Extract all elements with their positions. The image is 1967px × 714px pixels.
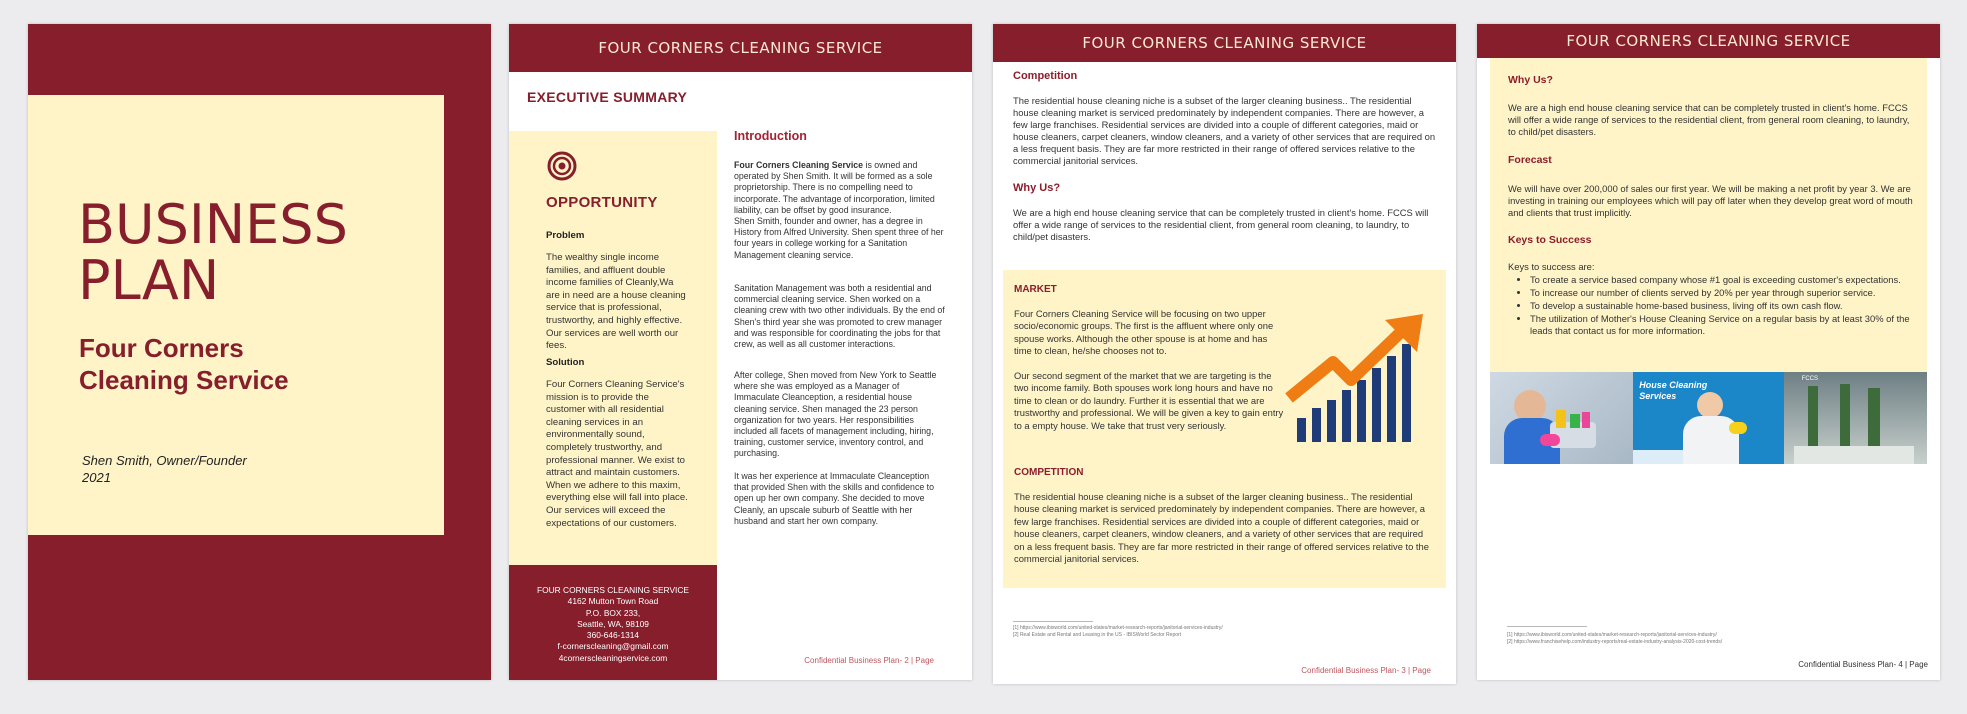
opportunity-title: OPPORTUNITY xyxy=(546,194,658,211)
page3-whyus-heading: Why Us? xyxy=(1013,182,1061,194)
problem-heading: Problem xyxy=(546,230,585,241)
page4-footer: Confidential Business Plan- 4 | Page xyxy=(1798,660,1928,669)
cover-page xyxy=(28,24,491,680)
page2-footer: Confidential Business Plan- 2 | Page xyxy=(804,656,934,665)
cover-year: 2021 xyxy=(82,470,111,485)
contact-city: Seattle, WA, 98109 xyxy=(577,618,649,629)
cover-title-line2: PLAN xyxy=(78,249,220,312)
contact-name: FOUR CORNERS CLEANING SERVICE xyxy=(536,585,690,595)
contact-po-box: P.O. BOX 233, xyxy=(585,607,641,618)
target-icon xyxy=(547,151,577,181)
key-item: • To create a service based company whose #1 goal is exceeding customer's expectations. xyxy=(1530,274,1914,286)
introduction-heading: Introduction xyxy=(734,129,807,143)
intro-paragraph-1 xyxy=(734,160,946,216)
page4-panel xyxy=(1490,58,1927,396)
photo-sign: FCCS xyxy=(1801,376,1819,382)
cover-company-line2: Cleaning Service xyxy=(79,365,289,395)
market-page xyxy=(993,24,1456,684)
page3-footnote-1: [1] https://www.ibisworld.com/united-states/market-research-reports/janitorial-services-industry/ xyxy=(1013,625,1223,631)
page4-footnote-2: [2] https://www.franchisehelp.com/industry-reports/real-estate-industry-analysis-2020-cost-trends/ xyxy=(1507,639,1723,645)
cleaning-photo-3 xyxy=(1784,372,1927,464)
intro-company-name: Four Corners Cleaning Service xyxy=(734,160,864,170)
page4-footnote-divider xyxy=(1507,626,1587,627)
photo-strip xyxy=(1490,372,1927,464)
page4-footnote-1: [1] https://www.ibisworld.com/united-states/market-research-reports/janitorial-services-industry/ xyxy=(1507,632,1717,638)
market-competition-heading: COMPETITION xyxy=(1014,467,1084,478)
page3-footnote-divider xyxy=(1013,621,1093,622)
solution-heading: Solution xyxy=(546,357,585,368)
intro-paragraph-3: Sanitation Management was both a residential and commercial cleaning service. Shen worked on a cleaning crew with two other individuals. By the end of Shen's third year she was promoted to crew manager and was responsible for coordinating the jobs for that crew, as well as all customer interactions. xyxy=(734,283,945,350)
page4-whyus-heading: Why Us? xyxy=(1508,74,1553,86)
contact-phone: 360-646-1314 xyxy=(586,630,640,641)
opportunity-panel xyxy=(509,131,717,565)
problem-text: The wealthy single income families, and affluent double income families of Cleanly,Wa are in need are a house cleaning service that is professional, trustworthy, and highly effective. Our services are well worth our fees. xyxy=(546,252,686,352)
competition-text: The residential house cleaning niche is a subset of the larger cleaning business.. The residential house cleaning market is serviced predominately by independent companies. There are however, a few large franchises. Residential services are divided into a couple of different categories, maid or house cleaners, carpet cleaners, window cleaners, and a variety of other services that are required on a less frequent basis. They are far more restricted in their range of offered services relative to the commercial janitorial services. xyxy=(1013,95,1436,166)
forecast-heading: Forecast xyxy=(1508,154,1552,166)
market-heading: MARKET xyxy=(1014,284,1057,295)
contact-block xyxy=(509,565,717,680)
cleaning-photo-1 xyxy=(1490,372,1633,464)
page4-whyus-text: We are a high end house cleaning service that can be completely trusted in client's home. FCCS will offer a wide range of services to the residential client, from general room cleaning, to laundry, to child/pet disasters. xyxy=(1508,102,1910,137)
keys-heading: Keys to Success xyxy=(1508,234,1592,246)
cover-panel xyxy=(28,95,444,535)
solution-text: Four Corners Cleaning Service's mission is to provide the customer with all residential cleaning services in an environmentally sound, completely trustworthy, and professional manner. We exist to attract and maintain customers. When we adhere to this maxim, everything else will fall into place. Our services will exceed the expectations of our customers. xyxy=(546,379,688,529)
contact-website: 4cornerscleaningservice.com xyxy=(558,652,668,663)
intro-paragraph-5: It was her experience at Immaculate Cleanception that provided Shen with the skills and confidence to open up her own company. She decided to move Cleanly, an upscale suburb of Seattle with her husband and start her own company. xyxy=(734,471,935,526)
keys-intro: Keys to success are: xyxy=(1508,261,1595,272)
intro-paragraph-4: After college, Shen moved from New York to Seattle where she was employed as a Manager of Immaculate Cleanception, a residential house cleaning service. Shen managed the 23 person organization for two years. Her responsibilities included all facets of management including, hiring, training, customer service, inventory control, and purchasing. xyxy=(734,370,937,459)
keys-to-success-page xyxy=(1477,24,1940,680)
executive-summary-page xyxy=(509,24,972,680)
photo-banner: House Cleaning Services xyxy=(1639,380,1708,401)
contact-email: f-cornerscleaning@gmail.com xyxy=(557,641,669,652)
competition-heading: Competition xyxy=(1013,70,1078,82)
cover-author: Shen Smith, Owner/Founder xyxy=(82,453,247,468)
forecast-text: We will have over 200,000 of sales our first year. We will be making a net profit by year 3. We are investing in training our employees which will pay off later when they develop great word of mouth and clients that trust implicitly. xyxy=(1508,183,1913,218)
market-paragraph-1: Four Corners Cleaning Service will be focusing on two upper socio/economic groups. The first is the affluent where only one spouse works. Although the other spouse is at home and has time to clean, he/she chooses not to. xyxy=(1014,308,1274,357)
executive-summary-title: EXECUTIVE SUMMARY xyxy=(527,89,688,105)
key-item: • To increase our number of clients served by 20% per year through superior service. xyxy=(1530,287,1914,299)
market-competition-text: The residential house cleaning niche is a subset of the larger cleaning business.. The residential house cleaning market is serviced predominately by independent companies. There are however, a few large franchises. Residential services are divided into a couple of different categories, maid or house cleaners, carpet cleaners, window cleaners, and a variety of other services that are required on a less frequent basis. They are far more restricted in their range of offered services relative to the commercial janitorial services. xyxy=(1014,491,1429,565)
key-item: • The utilization of Mother's House Cleaning Service on a regular basis by at least 30% of the leads that contact us for more information. xyxy=(1530,313,1914,337)
cover-company-line1: Four Corners xyxy=(79,333,244,363)
keys-list xyxy=(1514,274,1914,338)
market-panel xyxy=(1003,270,1446,588)
page2-header: FOUR CORNERS CLEANING SERVICE xyxy=(509,24,972,72)
market-paragraph-2: Our second segment of the market that we are targeting is the two income family. Both spouses work long hours and have no time to clean or do laundry. Further it is essential that we are trustworthy and professional. We will be given a key to gain entry to a empty house. We take that trust very seriously. xyxy=(1014,370,1284,431)
growth-chart-icon xyxy=(1283,310,1433,450)
page4-header: FOUR CORNERS CLEANING SERVICE xyxy=(1477,24,1940,58)
cleaning-photo-2 xyxy=(1633,372,1783,464)
contact-address: 4162 Mutton Town Road xyxy=(567,596,659,607)
page3-footer: Confidential Business Plan- 3 | Page xyxy=(1301,666,1431,675)
intro-paragraph-1-rest: is owned and operated by Shen Smith. It will be formed as a sole proprietorship. There is no compelling need to incorporate. The advantage of incorporation, limited liability, can be offset by good insurance. xyxy=(734,160,935,215)
cover-title-line1: BUSINESS xyxy=(78,193,348,256)
page3-whyus-text: We are a high end house cleaning service that can be completely trusted in client's home. FCCS will offer a wide range of services to the residential client, from general room cleaning, to laundry, to child/pet disasters. xyxy=(1013,207,1429,242)
intro-paragraph-2: Shen Smith, founder and owner, has a degree in History from Alfred University. Shen spent three of her four years in college working for a Sanitation Management cleaning service. xyxy=(734,216,944,260)
page3-footnote-2: [2] Real Estate and Rental and Leasing in the US - IBISWorld Sector Report xyxy=(1013,632,1182,638)
page3-header: FOUR CORNERS CLEANING SERVICE xyxy=(993,24,1456,62)
key-item: • To develop a sustainable home-based business, living off its own cash flow. xyxy=(1530,300,1914,312)
